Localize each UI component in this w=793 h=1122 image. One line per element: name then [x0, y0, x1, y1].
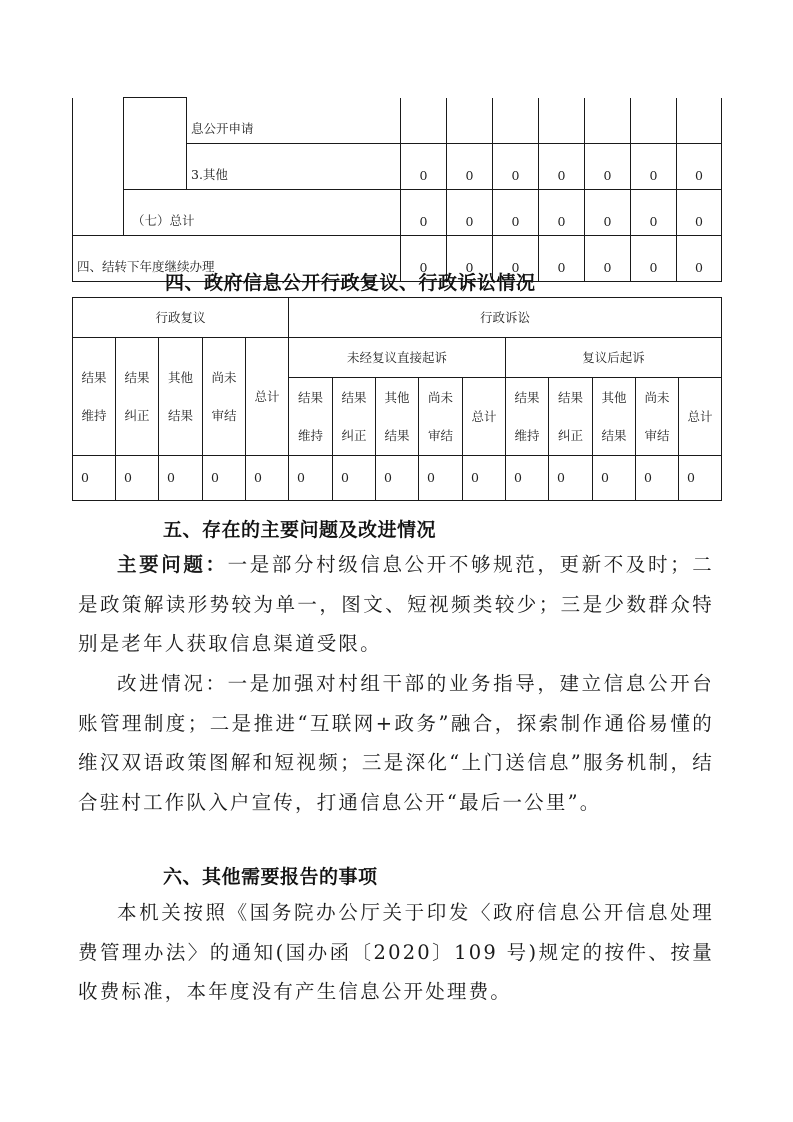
col-header: 结果 维持 — [289, 378, 333, 456]
cell: 0 — [447, 235, 493, 281]
col-header: 结果 纠正 — [333, 378, 376, 456]
cell: 0 — [116, 456, 159, 501]
problems-text: 一是部分村级信息公开不够规范，更新不及时；二是政策解读形势较为单一，图文、短视频类较少；三是少数群众特别是老年人获取信息渠道受限。 — [78, 553, 714, 655]
cell: 0 — [549, 456, 593, 501]
cell: 0 — [631, 143, 677, 189]
cell — [677, 98, 722, 144]
direct-suit-header: 未经复议直接起诉 — [289, 338, 506, 378]
row-label: 息公开申请 — [187, 98, 401, 144]
table-header-row — [73, 298, 722, 338]
cell: 0 — [493, 189, 539, 235]
inner-merged-cell — [124, 98, 187, 190]
cell — [447, 98, 493, 144]
outer-merged-cell — [73, 98, 124, 236]
cell: 0 — [401, 143, 447, 189]
review-header: 行政复议 — [73, 298, 289, 338]
section-5-title: 五、存在的主要问题及改进情况 — [163, 519, 437, 541]
cell: 0 — [679, 456, 722, 501]
cell: 0 — [677, 143, 722, 189]
cell — [539, 98, 585, 144]
cell: 0 — [593, 456, 636, 501]
cell — [631, 98, 677, 144]
cell — [585, 98, 631, 144]
cell: 0 — [463, 456, 506, 501]
cell: 0 — [585, 235, 631, 281]
cell: 0 — [401, 189, 447, 235]
cell — [493, 98, 539, 144]
col-header: 结果 维持 — [506, 378, 549, 456]
cell: 0 — [539, 235, 585, 281]
col-header: 其他 结果 — [376, 378, 419, 456]
col-header: 总计 — [463, 378, 506, 456]
cell: 0 — [159, 456, 203, 501]
table-row — [73, 456, 722, 501]
section-6-title: 六、其他需要报告的事项 — [163, 866, 378, 888]
row-label: 3.其他 — [187, 143, 401, 189]
cell: 0 — [585, 189, 631, 235]
cell: 0 — [246, 456, 289, 501]
cell: 0 — [677, 189, 722, 235]
cell: 0 — [401, 235, 447, 281]
cell: 0 — [585, 143, 631, 189]
cell: 0 — [333, 456, 376, 501]
cell: 0 — [539, 143, 585, 189]
cell: 0 — [73, 456, 116, 501]
cell: 0 — [539, 189, 585, 235]
table-header-row — [73, 338, 722, 378]
cell: 0 — [203, 456, 246, 501]
review-litigation-table — [72, 297, 722, 501]
row-label: 四、结转下年度继续办理 — [73, 235, 401, 281]
col-header: 结果 纠正 — [116, 338, 159, 456]
problems-label: 主要问题： — [117, 553, 228, 576]
cell — [401, 98, 447, 144]
after-review-header: 复议后起诉 — [506, 338, 722, 378]
col-header: 其他 结果 — [159, 338, 203, 456]
col-header: 尚未 审结 — [636, 378, 679, 456]
fee-paragraph: 本机关按照《国务院办公厅关于印发〈政府信息公开信息处理费管理办法〉的通知(国办函〔2020〕109 号)规定的按件、按量收费标准，本年度没有产生信息公开处理费。 — [78, 901, 714, 1003]
col-header: 其他 结果 — [593, 378, 636, 456]
cell: 0 — [493, 235, 539, 281]
request-handling-table-continued — [72, 97, 722, 282]
cell: 0 — [447, 189, 493, 235]
cell: 0 — [631, 235, 677, 281]
cell: 0 — [289, 456, 333, 501]
table-row — [73, 98, 722, 144]
col-header: 尚未 审结 — [203, 338, 246, 456]
col-header: 结果 维持 — [73, 338, 116, 456]
row-label: （七）总计 — [124, 189, 401, 235]
section-4-title: 四、政府信息公开行政复议、行政诉讼情况 — [165, 272, 536, 294]
cell: 0 — [447, 143, 493, 189]
cell: 0 — [677, 235, 722, 281]
cell: 0 — [493, 143, 539, 189]
cell: 0 — [376, 456, 419, 501]
cell: 0 — [506, 456, 549, 501]
col-header: 结果 纠正 — [549, 378, 593, 456]
problems-paragraph — [78, 545, 714, 664]
col-header: 尚未 审结 — [419, 378, 463, 456]
col-header: 总计 — [246, 338, 289, 456]
table-row — [73, 189, 722, 235]
litigation-header: 行政诉讼 — [289, 298, 722, 338]
cell: 0 — [631, 189, 677, 235]
cell: 0 — [636, 456, 679, 501]
col-header: 总计 — [679, 378, 722, 456]
cell: 0 — [419, 456, 463, 501]
improvement-paragraph: 改进情况：一是加强对村组干部的业务指导，建立信息公开台账管理制度；二是推进“互联网+政务”融合，探索制作通俗易懂的维汉双语政策图解和短视频；三是深化“上门送信息”服务机制，结合驻村工作队入户宣传，打通信息公开“最后一公里”。 — [78, 672, 714, 814]
